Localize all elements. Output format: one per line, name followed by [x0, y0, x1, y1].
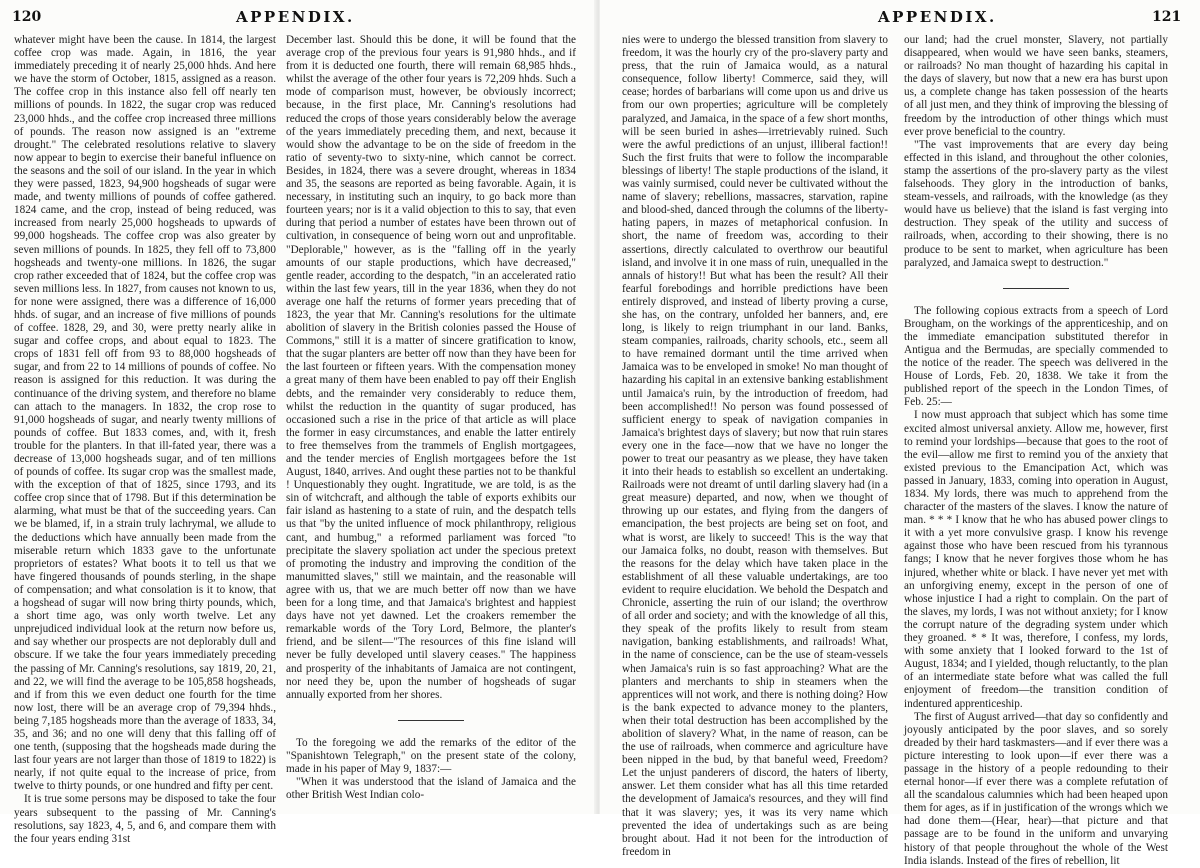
paragraph: To the foregoing we add the remarks of the editor of the "Spanishtown Telegraph," on the present state of the colony, made in his paper of May 9, 1837:—: [286, 736, 576, 775]
section-divider: [1003, 288, 1069, 289]
page-number: 120: [12, 9, 42, 25]
page-number: 121: [1152, 9, 1182, 25]
paragraph: December last. Should this be done, it will be found that the average crop of the previous four years is 91,980 hhds., and if from it is deducted one fourth, there will remain 68,985 hhds., whilst the average of the other four years is 72,209 hhds. Such a mode of comparison must, however, be obviously incorrect; because, in the first place, Mr. Canning's resolutions had reduced the crops of those years considerably below the average of the years immediately preceding them, and next, because it would show the advantage to be on the side of freedom in the ratio of seventy-two to sixty-nine, which cannot be correct. Besides, in 1824, there was a severe drought, whereas in 1834 and 35, the seasons are reported as being favorable. Again, it is necessary, in instituting such an inquiry, to go back more than fourteen years; nor is it a valid objection to this to say, that even during that period a number of estates have been thrown out of cultivation, in consequence of being worn out and unprofitable. "Deplorable," however, as is the "falling off in the yearly amounts of our staple productions, which have decreased," gentle reader, according to the despatch, "in an accelerated ratio within the last few years, till in the year 1836, when they do not average one half the returns of former years preceding that of 1823, the year that Mr. Canning's resolutions for the ultimate abolition of slavery in the British colonies passed the House of Commons," still it is a matter of sincere gratification to know, that the sugar planters are better off now than they have been for the last fourteen or fifteen years. With the compensation money a great many of them have been enabled to pay off their English debts, and the remainder very considerably to reduce them, whilst the reduction in the quantity of sugar produced, has occasioned such a rise in the price of that article as will place the former in easy circumstances, and enable the latter entirely to free themselves from the trammels of English mortgagees, and the tender mercies of English mortgagees before the 1st August, 1840, arrives. And ought these parties not to be thankful ! Unquestionably they ought. Ingratitude, we are told, is as the sin of witchcraft, and although the table of exports exhibits our fair island as hastening to a state of ruin, and the despatch tells us that "by the united influence of mock philanthropy, religious cant, and humbug," a reformed parliament was forced "to precipitate the slavery spoliation act under the specious pretext of promoting the industry and improving the condition of the manumitted slaves," still we maintain, and the reasonable will agree with us, that we are much better off now than we have been for a long time, and that Jamaica's brightest and happiest days have not yet dawned. Let the croakers remember the remarkable words of the Tory Lord, Belmore, the planter's friend, and be silent—"The resources of this fine island will never be fully developed until slavery ceases." The happiness and prosperity of the inhabitants of Jamaica are not contingent, nor need they be, upon the number of hogsheads of sugar annually exported from her shores.: [286, 34, 576, 701]
paragraph: It is true some persons may be disposed to take the four years subsequent to the passing of Mr. Canning's resolutions, say 1823, 4, 5, and 6, and compare them with the four years ending 31st: [14, 793, 276, 845]
paragraph: I now must approach that subject which has some time excited almost universal anxiety. Allow me, however, first to remind your lordships—because that goes to the root of the evil—allow me first to remind you of the anxiety that existed previous to the Emancipation Act, which was passed in January, 1833, coming into operation in August, 1834. My lords, there was much to apprehend from the character of the masters of the slaves. I know the nature of man. * * * I know that he who has abused power clings to it with a yet more convulsive grasp. I know his revenge against those who have been rescued from his tyrannous fangs; I know that he never forgives those whom he has injured, whether white or black. I have never yet met with an unforgiving enemy, except in the person of one of whose injustice I had a right to complain. On the part of the slaves, my lords, I was not without anxiety; for I know the corrupt nature of the degrading system under which they groaned. * * It was, therefore, I confess, my lords, with some anxiety that I looked forward to the 1st of August, 1834; and I yielded, though reluctantly, to the plan of an intermediate state before what was called the full enjoyment of freedom—the transition condition of indentured apprenticeship.: [904, 409, 1168, 710]
left-page: [0, 0, 596, 845]
paragraph: nies were to undergo the blessed transition from slavery to freedom, it was the hourly cry of the pro-slavery party and press, that the ruin of Jamaica would, as a natural consequence, follow liberty! Commerce, said they, will cease; hordes of barbarians will come upon us and drive us from our own properties; agriculture will be completely paralyzed, and Jamaica, in the space of a few short months, will be seen buried in ashes—irretrievably ruined. Such were the awful predictions of an unjust, illiberal faction!! Such the first fruits that were to follow the incomparable blessings of liberty! The staple productions of the island, it was vainly surmised, could never be cultivated without the name of slavery; rebellions, massacres, starvation, rapine and blood-shed, danced through the columns of the liberty-hating papers, in mazes of metaphorical confusion. In short, the name of freedom was, according to their assertions, directly calculated to overthrow our beautiful island, and involve it in one mass of ruin, unequalled in the annals of history!! But what has been the result? All their fearful forebodings and horrible predictions have been entirely disproved, and instead of liberty proving a curse, she has, on the contrary, unfolded her banners, and, ere long, is likely to reign triumphant in our land. Banks, steam companies, railroads, charity schools, etc., seem all to have remained dormant until the time arrived when Jamaica was to be enveloped in smoke! No man thought of hazarding his capital in an extensive banking establishment until Jamaica's ruin, by the introduction of freedom, had been accomplished!! No person was found possessed of sufficient energy to speak of navigation companies in Jamaica's brightest days of slavery; but now that ruin stares every one in the face—now that we have no longer the power to treat our peasantry as we please, they have taken it into their heads to establish so excellent an undertaking. Railroads were not dreamt of until darling slavery had (in a great measure) departed, and now, when we thought of throwing up our estates, and flying from the dangers of emancipation, the best projects are being set on foot, and what is worst, are likely to succeed! This is the way that our Jamaica folks, no doubt, reason with themselves. But the reasons for the delay which have taken place in the establishment of all these valuable undertakings, are too evident to require elucidation. We behold the Despatch and Chronicle, asserting the ruin of our island; the overthrow of all order and society; and with the knowledge of all this, they speak of the profits likely to result from steam navigation, banking establishments, and railroads! What, in the name of conscience, can be the use of steam-vessels when Jamaica's ruin is so fast approaching? What are the planters and merchants to ship in steamers when the apprentices will not work, and there is nothing doing? How is the bank expected to advance money to the planters, when their total destruction has been accomplished by the abolition of slavery? What, in the name of reason, can be the use of railroads, when commerce and agriculture have been nipped in the bud, by that baneful weed, Freedom? Let the unjust panderers of discord, the haters of liberty, answer. Let them consider what has all this time retarded the development of Jamaica's resources, and they will find that it was slavery; yes, it was its very name which prevented the idea of undertakings such as are being brought about. Had it not been for the introduction of freedom in: [622, 34, 888, 858]
right-column-2: [904, 34, 1168, 867]
paragraph: "When it was understood that the island of Jamaica and the other British West Indian colo-: [286, 776, 576, 802]
running-head: APPENDIX.: [878, 8, 997, 26]
paragraph: whatever might have been the cause. In 1814, the largest coffee crop was made. Again, in 1816, the year immediately preceding it of nearly 25,000 hhds. And here we have the storm of October, 1815, assigned as a reason. The coffee crop in this instance also fell off nearly ten millions of pounds. In 1822, the sugar crop was reduced 23,000 hhds., and the coffee crop increased three millions of pounds. The reason now assigned is an "extreme drought." The celebrated resolutions relative to slavery now appear to begin to exercise their baneful influence on the seasons and the soil of our island. In the year in which they were passed, 1823, 94,900 hogsheads of sugar were made, and twenty millions of pounds of coffee gathered. 1824 came, and the crop, instead of being reduced, was increased from nearly 25,000 hogsheads to upwards of 99,000 hogsheads. The coffee crop was also greater by seven millions of pounds. In 1825, they fell off to 73,800 hogsheads and twenty-one millions. In 1826, the sugar crop rather exceeded that of 1824, but the coffee crop was seven millions less. In 1827, from causes not known to us, for none were assigned, there was a difference of 16,000 hhds. of sugar, and an increase of five millions of pounds of coffee. 1828, 29, and 30, were pretty nearly alike in sugar and coffee crops, and about equal to 1823. The crops of 1831 fell off from 93 to 88,000 hogsheads of sugar, and from 22 to 14 millions of pounds of coffee. No reason is assigned for this reduction. It was during the continuance of the driving system, and therefore no blame can attach to the managers. In 1832, the crop rose to 91,000 hogsheads of sugar, and nearly twenty millions of pounds of coffee. But 1833 comes, and, with it, fresh trouble for the planters. In that ill-fated year, there was a decrease of 13,000 hogsheads sugar, and of ten millions of pounds of coffee. Its sugar crop was the smallest made, with the exception of that of 1825, since 1793, and its coffee crop since that of 1798. But if this determination be alarming, what must be that of the succeeding years. Can we be blamed, if, in a strain truly lachrymal, we allude to the deductions which have annually been made from the miserable return which 1833 gave to the unfortunate proprietors of estates? What boots it to tell us that we have fingered thousands of pounds sterling, in the shape of compensation; and what consolation is it to know, that a hogshead of sugar will now bring thirty pounds, which, a short time ago, was only worth twelve. Let any unprejudiced individual look at the return now before us, and say whether our prospects are not deplorably dull and obscure. If we take the four years immediately preceding the passing of Mr. Canning's resolutions, say 1819, 20, 21, and 22, we will find the average to be 105,858 hogsheads, and if from this we even deduct one fourth for the time now lost, there will be an average crop of 79,394 hhds., being 7,185 hogsheads more than the average of 1833, 34, 35, and 36; and no one will deny that this falling off of one tenth, (supposing that the hogsheads made during the last four years are not larger than those of 1819 to 1822) is nearly, if not quite equal to the increase of price, from twelve to thirty pounds, or one hundred and fifty per cent.: [14, 34, 277, 793]
section-divider: [398, 720, 464, 721]
right-page: [600, 0, 1200, 867]
left-page-header: [0, 8, 596, 30]
right-page-header: [600, 8, 1200, 30]
left-column-2: [286, 34, 576, 810]
left-column-1: [14, 34, 277, 845]
running-head: APPENDIX.: [236, 8, 355, 26]
paragraph: "The vast improvements that are every day being effected in this island, and throughout the other colonies, stamp the assertions of the pro-slavery party as the vilest falsehoods. They glory in the introduction of banks, steam-vessels, and railroads, with the knowledge (as they would have us believe) that the island is fast verging into destruction. They speak of the utility and success of railroads, when, according to their showing, there is no produce to be sent to market, when agriculture has been paralyzed, and Jamaica swept to destruction.": [904, 138, 1168, 269]
paragraph: our land; had the cruel monster, Slavery, not partially disappeared, when would we have seen banks, steamers, or railroads? No man thought of hazarding his capital in the days of slavery, but now that a new era has burst upon us, a complete change has taken possession of the hearts of all just men, and they think of improving the blessing of freedom by the introduction of other things which must ever prove beneficial to the country.: [904, 34, 1168, 138]
right-column-1: [622, 34, 888, 858]
paragraph: The following copious extracts from a speech of Lord Brougham, on the workings of the apprenticeship, and on the immediate emancipation substituted therefor in Antigua and the Bermudas, are specially commended to the notice of the reader. The speech was delivered in the House of Lords, Feb. 20, 1838. We take it from the published report of the speech in the London Times, of Feb. 25:—: [904, 304, 1168, 409]
paragraph: The first of August arrived—that day so confidently and joyously anticipated by the poor slaves, and so sorely dreaded by their hard taskmasters—and if ever there was a picture interesting to look upon—if ever there was a passage in the history of a people redounding to their eternal honor—if ever there was a complete refutation of all the scandalous calumnies which had been heaped upon them for ages, as if in justification of the wrongs which we had done them—(Hear, hear)—that picture and that passage are to be found in the uniform and unvarying history of that people throughout the whole of the West India islands. Instead of the fires of rebellion, lit: [904, 710, 1168, 867]
